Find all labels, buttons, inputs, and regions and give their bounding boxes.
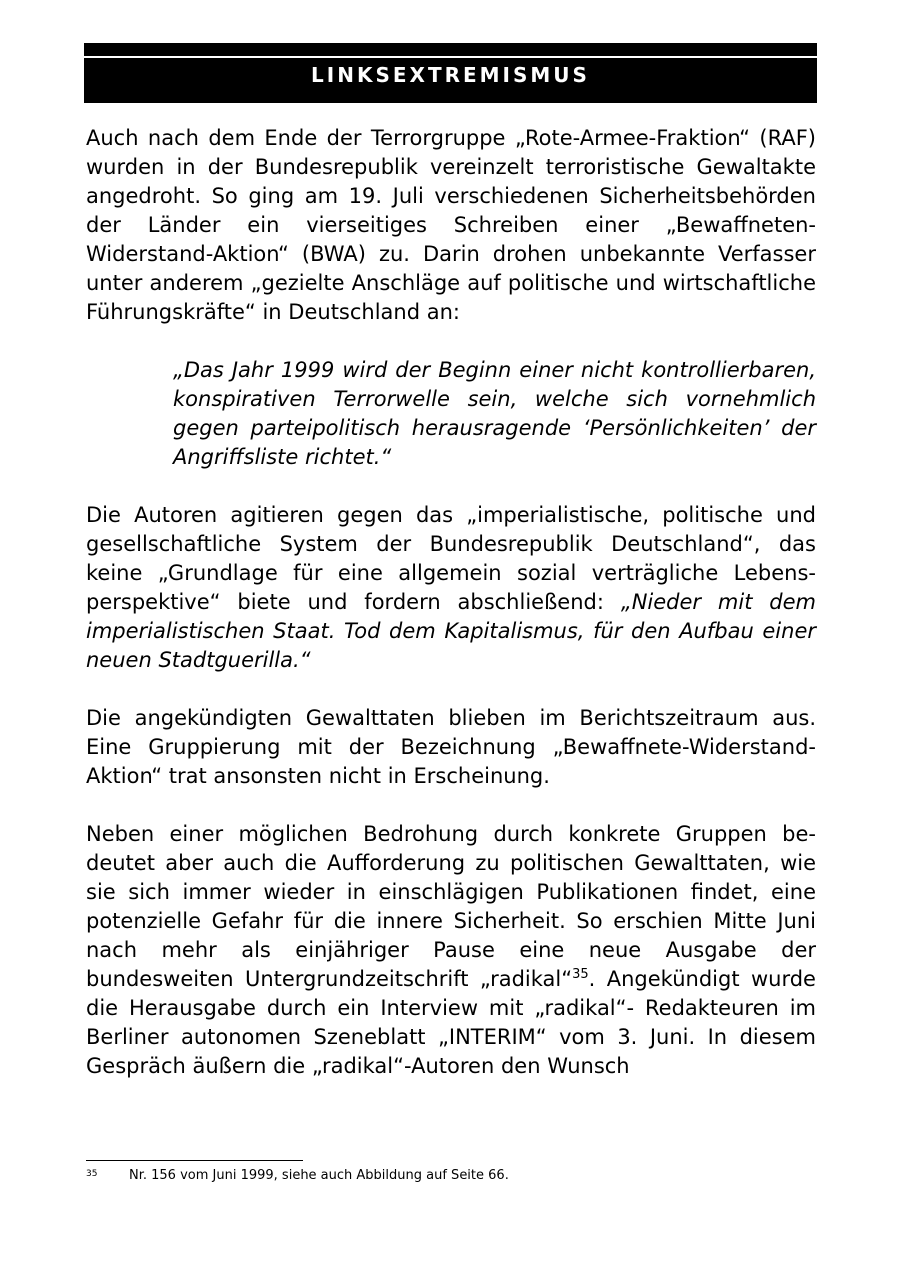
body-text	[86, 124, 816, 1081]
footnote-number: 35	[86, 1169, 98, 1179]
footnote-reference[interactable]: 35	[572, 967, 589, 982]
paragraph-2	[86, 501, 816, 675]
paragraph-4	[86, 820, 816, 1081]
paragraph-1: Auch nach dem Ende der Terrorgruppe „Rote-Armee-Fraktion“ (RAF) wurden in der Bundesrepublik vereinzelt terroristische Gewaltakte angedroht. So ging am 19. Juli verschiedenen Sicherheitsbehörden der Länder ein vierseitiges Schreiben einer „Bewaffneten-Widerstand-Aktion“ (BWA) zu. Darin drohen unbekannte Verfasser unter anderem „gezielte Anschläge auf politische und wirtschaftliche Führungskräfte“ in Deutschland an:	[86, 126, 816, 324]
paragraph-3: Die angekündigten Gewalttaten blieben im Berichtszeitraum aus. Eine Gruppierung mit der Bezeichnung „Bewaffnete-Widerstand-Aktion“ trat ansonsten nicht in Erscheinung.	[86, 706, 816, 788]
paragraph-4-text: Neben einer möglichen Bedrohung durch konkrete Gruppen bedeutet aber auch die Aufforderung zu politischen Gewalttaten, wie sie sich immer wieder in einschlägigen Publikationen findet, eine potenzielle Gefahr für die innere Sicherheit. So erschien Mitte Juni nach mehr als einjähriger Pause eine neue Ausgabe der bundesweiten Untergrundzeitschrift „radikal“	[86, 822, 816, 991]
section-title: LINKSEXTREMISMUS	[311, 63, 590, 87]
block-quote: „Das Jahr 1999 wird der Beginn einer nicht kontrollierbaren, konspirativen Terrorwelle sein, welche sich vornehmlich gegen parteipolitisch herausragende ‘Persönlichkeiten’ der Angriffsliste richtet.“	[173, 358, 816, 469]
footnote-text: Nr. 156 vom Juni 1999, siehe auch Abbildung auf Seite 66.	[129, 1168, 509, 1183]
footnote-divider	[86, 1160, 303, 1161]
paragraph-2-quote: „Nieder mit dem imperialistischen Staat. Tod dem Kapitalismus, für den Aufbau einer neuen Stadtguerilla.“	[86, 590, 816, 672]
paragraph-4-tail: . Angekündigt wurde die Herausgabe durch ein Interview mit „radikal“- Redakteuren im Berliner autonomen Szeneblatt „INTERIM“ vom 3. Juni. In diesem Gespräch äußern die „radikal“-Autoren den Wunsch	[86, 967, 816, 1078]
section-header	[84, 43, 817, 103]
paragraph-2-text: Die Autoren agitieren gegen das „imperialistische, politische und gesellschaftliche System der Bundesrepublik Deutschland“, das keine „Grundlage für eine allgemein sozial verträgliche Lebensperspektive“ biete und fordern abschließend:	[86, 503, 816, 614]
header-rule	[84, 56, 817, 58]
